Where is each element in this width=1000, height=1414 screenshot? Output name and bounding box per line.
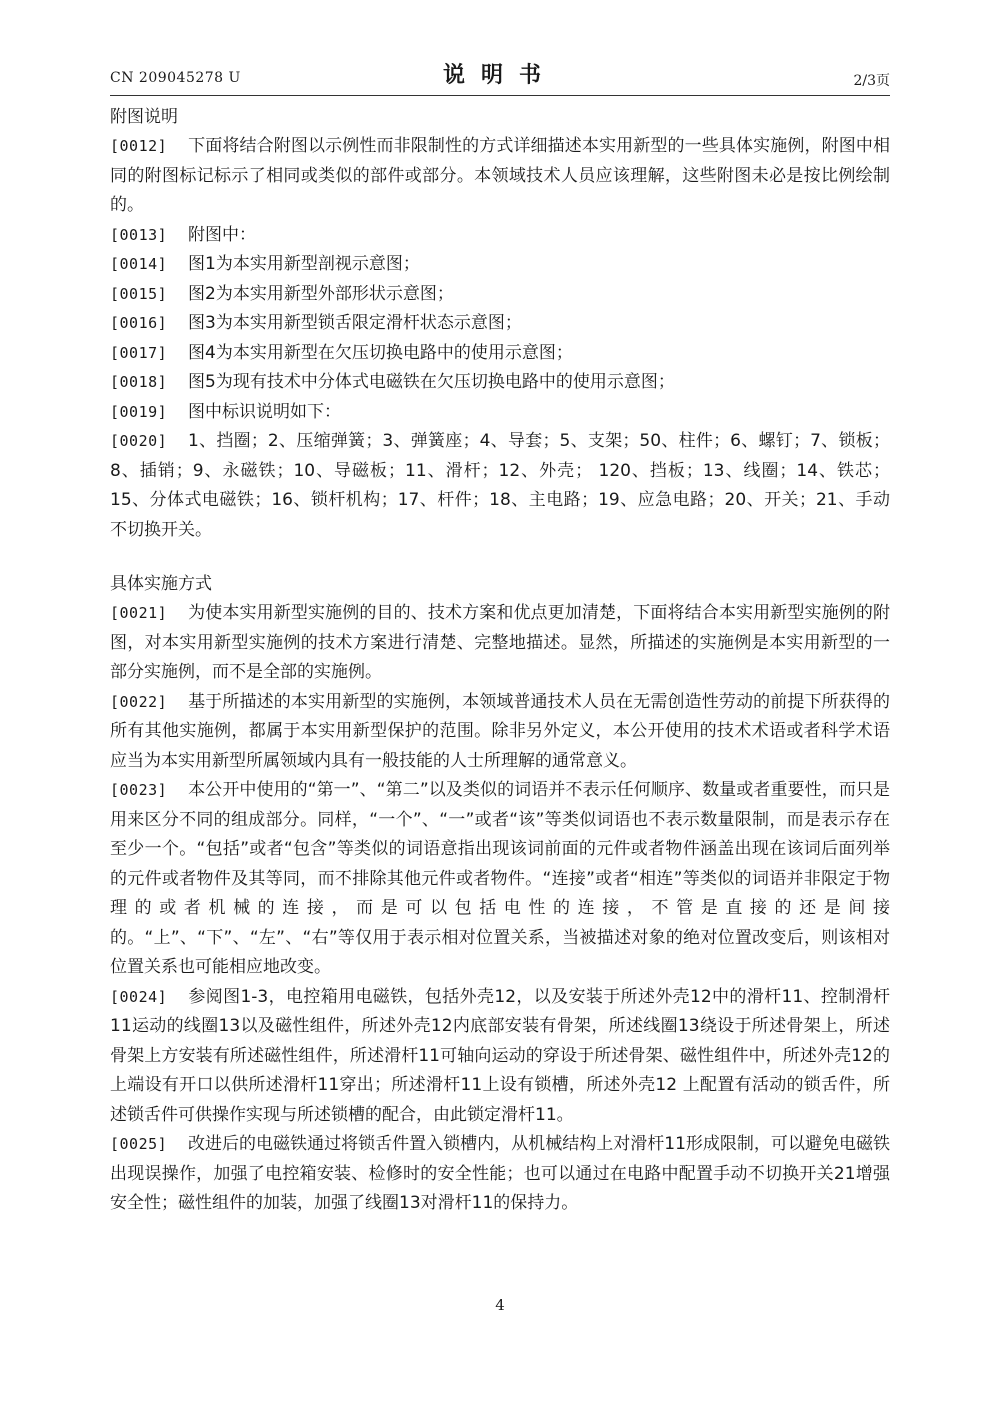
page-info: 2/3页 — [853, 73, 890, 89]
paragraph-text: 1、挡圈；2、压缩弹簧；3、弹簧座；4、导套；5、支架；50、柱件；6、螺钉；7、锁板；8、插销；9、永磁铁；10、导磁板；11、滑杆；12、外壳； 120、挡板；13、线圈；14、铁芯；15、分体式电磁铁；16、锁杆机构；17、杆件；18、主电路；19、应急电路；20、开关；21、手动不切换开关。 — [110, 431, 890, 540]
paragraph-text: 下面将结合附图以示例性而非限制性的方式详细描述本实用新型的一些具体实施例，附图中相同的附图标记标示了相同或类似的部件或部分。本领域技术人员应该理解，这些附图未必是按比例绘制的。 — [110, 136, 890, 215]
paragraph-number: [0022] — [110, 692, 168, 711]
paragraph-number: [0023] — [110, 781, 168, 799]
section-title: 附图说明 — [110, 107, 178, 127]
paragraph-text: 附图中： — [188, 224, 256, 245]
paragraph-text: 图3为本实用新型锁舌限定滑杆状态示意图； — [188, 313, 522, 333]
paragraph — [110, 339, 890, 369]
paragraph — [110, 776, 890, 983]
paragraph — [110, 1130, 890, 1219]
paragraph-number: [0015] — [110, 284, 168, 303]
paragraph-number: [0014] — [110, 255, 168, 273]
paragraph-text: 本公开中使用的“第一”、“第二”以及类似的词语并不表示任何顺序、数量或者重要性，而只是用来区分不同的组成部分。同样，“一个”、“一”或者“该”等类似词语也不表示数量限制，而是表示存在至少一个。“包括”或者“包含”等类似的词语意指出现该词前面的元件或者物件涵盖出现在该词后面列举的元件或者物件及其等同，而不排除其他元件或者物件。“连接”或者“相连”等类似的词语并非限定于物理的或者机械的连接，而是可以包括电性的连接，不管是直接的还是间接的。“上”、“下”、“左”、“右”等仅用于表示相对位置关系，当被描述对象的绝对位置改变后，则该相对位置关系也可能相应地改变。 — [110, 780, 890, 977]
paragraph-number: [0016] — [110, 314, 168, 332]
paragraph-text: 图5为现有技术中分体式电磁铁在欠压切换电路中的使用示意图； — [188, 372, 675, 392]
paragraph — [110, 599, 890, 688]
paragraph — [110, 132, 890, 221]
paragraph — [110, 280, 890, 310]
paragraph-number: [0012] — [110, 137, 168, 155]
paragraph-number: [0020] — [110, 432, 168, 450]
paragraph — [110, 427, 890, 545]
header-rule — [110, 95, 890, 96]
page-header — [110, 58, 890, 92]
paragraph — [110, 221, 890, 251]
paragraph-number: [0017] — [110, 343, 168, 362]
document-body — [110, 103, 890, 1219]
paragraph-number: [0025] — [110, 1135, 168, 1153]
paragraph-text: 图4为本实用新型在欠压切换电路中的使用示意图； — [188, 342, 573, 363]
paragraph-text: 改进后的电磁铁通过将锁舌件置入锁槽内，从机械结构上对滑杆11形成限制，可以避免电磁铁出现误操作，加强了电控箱安装、检修时的安全性能；也可以通过在电路中配置手动不切换开关21增强安全性；磁性组件的加装，加强了线圈13对滑杆11的保持力。 — [110, 1134, 890, 1213]
publication-number: CN 209045278 U — [110, 70, 241, 86]
paragraph-text: 基于所描述的本实用新型的实施例，本领域普通技术人员在无需创造性劳动的前提下所获得的所有其他实施例，都属于本实用新型保护的范围。除非另外定义，本公开使用的技术术语或者科学术语应当为本实用新型所属领域内具有一般技能的人士所理解的通常意义。 — [110, 691, 890, 771]
paragraph-text: 图2为本实用新型外部形状示意图； — [188, 283, 454, 304]
paragraph-text: 图中标识说明如下： — [188, 401, 341, 422]
paragraph — [110, 368, 890, 398]
paragraph — [110, 983, 890, 1131]
paragraph-number: [0013] — [110, 225, 168, 244]
paragraph-text: 图1为本实用新型剖视示意图； — [188, 254, 420, 274]
paragraph — [110, 688, 890, 777]
document-title: 说明书 — [442, 63, 557, 88]
paragraph-number: [0021] — [110, 604, 168, 622]
paragraph — [110, 398, 890, 428]
section-title: 具体实施方式 — [110, 574, 212, 594]
paragraph — [110, 309, 890, 339]
paragraph — [110, 250, 890, 280]
paragraph-number: [0024] — [110, 987, 168, 1006]
paragraph-text: 为使本实用新型实施例的目的、技术方案和优点更加清楚，下面将结合本实用新型实施例的附图，对本实用新型实施例的技术方案进行清楚、完整地描述。显然，所描述的实施例是本实用新型的一部分实施例，而不是全部的实施例。 — [110, 603, 890, 682]
paragraph-number: [0018] — [110, 373, 168, 391]
paragraph-text: 参阅图1-3，电控箱用电磁铁，包括外壳12，以及安装于所述外壳12中的滑杆11、控制滑杆11运动的线圈13以及磁性组件，所述外壳12内底部安装有骨架，所述线圈13绕设于所述骨架上，所述骨架上方安装有所述磁性组件，所述滑杆11可轴向运动的穿设于所述骨架、磁性组件中，所述外壳12的上端设有开口以供所述滑杆11穿出；所述滑杆11上设有锁槽，所述外壳12 上配置有活动的锁舌件，所述锁舌件可供操作实现与所述锁槽的配合，由此锁定滑杆11。 — [110, 986, 890, 1125]
page-number: 4 — [495, 1296, 505, 1314]
paragraph-number: [0019] — [110, 402, 168, 421]
